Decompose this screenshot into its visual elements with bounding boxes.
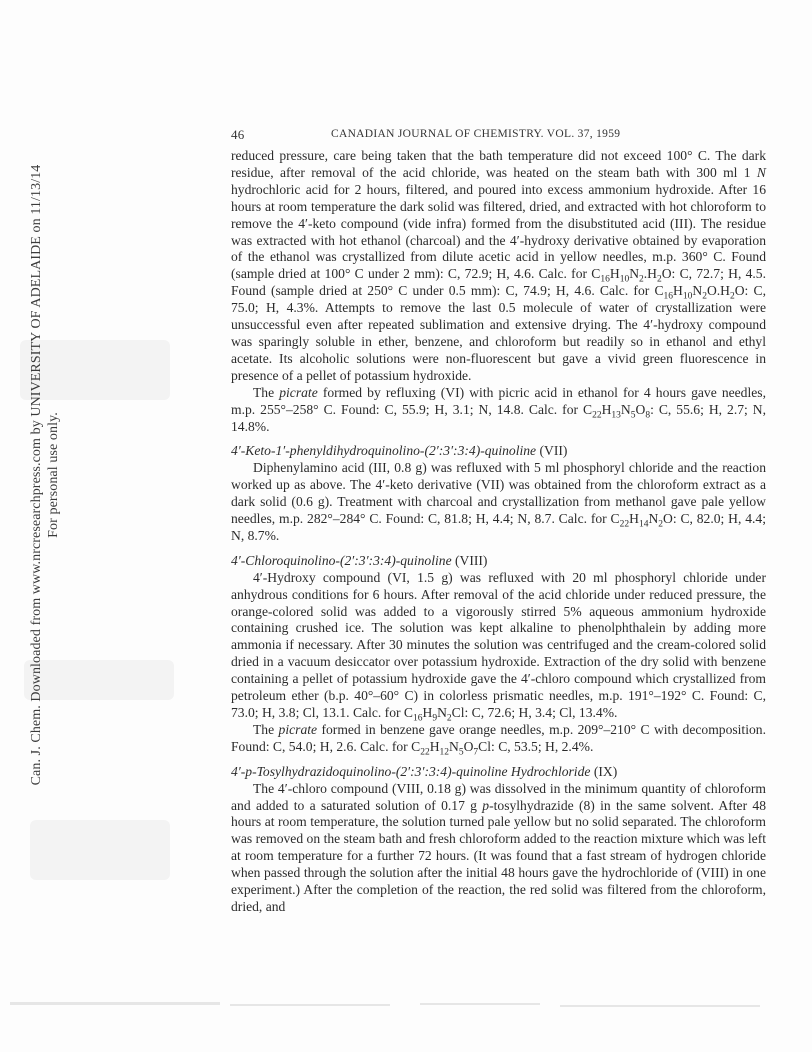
section-heading-viii: 4′-Chloroquinolino-(2′:3′:3:4)-quinoline (VIII): [231, 552, 488, 568]
paragraph-chloro-viii: 4′-Hydroxy compound (VI, 1.5 g) was refluxed with 20 ml phosphoryl chloride under anhydrous conditions for 6 hours. After removal of the acid chloride under reduced pressure, the orange-colored solid was added to a vigorously stirred 5% aqueous ammonium hydroxide containing crushed ice. The solution was kept alkaline to phenolphthalein by adding more ammonia if necessary. After 30 minutes the solution was centrifuged and the cream-colored solid dried in a vacuum desiccator over potassium hydroxide. Extraction of the dry solid with benzene containing a pellet of potassium hydroxide gave the 4′-chloro compound which crystallized from petroleum ether (b.p. 40°–60° C) in colorless prismatic needles, m.p. 191°–192° C. Found: C, 73.0; H, 3.8; Cl, 13.1. Calc. for $C_{16}H_9N_2Cl$: C, 72.6; H, 3.4; Cl, 13.4%.: [231, 569, 766, 724]
download-notice: [28, 150, 62, 800]
page-number: 46: [231, 127, 245, 142]
journal-title: CANADIAN JOURNAL OF CHEMISTRY. VOL. 37, 1959: [331, 128, 621, 140]
scan-smudge: [30, 820, 170, 880]
paragraph-tosylhydrazido-ix: The 4′-chloro compound (VIII, 0.18 g) was dissolved in the minimum quantity of chloroform and added to a saturated solution of 0.17 g p-tosylhydrazide (8) in the same solvent. After 48 hours at room temperature, the solution turned pale yellow but no solid separated. The chloroform was removed on the steam bath and fresh chloroform added to the reaction mixture which was left at room temperature for a further 72 hours. (It was found that a fast stream of hydrogen chloride when passed through the solution after the initial 48 hours gave the hydrochloride of (VIII) in one experiment.) After the completion of the reaction, the red solid was filtered from the chloroform, dried, and: [231, 780, 766, 914]
paragraph-keto-vii: Diphenylamino acid (III, 0.8 g) was refluxed with 5 ml phosphoryl chloride and the reaction worked up as above. The 4′-keto derivative (VII) was obtained from the chloroform extract as a dark solid (0.6 g). Treatment with charcoal and crystallization from methanol gave pale yellow needles, m.p. 282°–284° C. Found: C, 81.8; H, 4.4; N, 8.7. Calc. for $C_{22}H_{14}N_2O$: C, 82.0; H, 4.4; N, 8.7%.: [231, 460, 767, 543]
section-heading-vii: 4′-Keto-1′-phenyldihydroquinolino-(2′:3′:3:4)-quinoline (VII): [231, 443, 568, 459]
section-heading-ix: 4′-p-Tosylhydrazidoquinolino-(2′:3′:3:4)-quinoline Hydrochloride (IX): [231, 763, 618, 779]
article-body: [231, 148, 766, 916]
paragraph-picrate-viii: The picrate formed in benzene gave orange needles, m.p. 209°–210° C with decomposition. Found: C, 54.0; H, 2.6. Calc. for $C_{22}H_{12}N_5O_7Cl$: C, 53.5; H, 2.4%.: [231, 721, 766, 758]
running-header: [231, 127, 766, 143]
download-notice-line2: For personal use only.: [46, 412, 61, 538]
scan-noise-footer: [0, 992, 812, 1022]
download-notice-line1: Can. J. Chem. Downloaded from www.nrcresearchpress.com by UNIVERSITY OF ADELAIDE on 11/13/14: [29, 164, 44, 786]
paragraph-hydroxy-derivative: reduced pressure, care being taken that the bath temperature did not exceed 100° C. The dark residue, after removal of the acid chloride, was heated on the steam bath with 300 ml 1 N hydrochloric acid for 2 hours, filtered, and poured into excess ammonium hydroxide. After 16 hours at room temperature the dark solid was filtered, dried, and extracted with hot chloroform to remove the 4′-keto compound (vide infra) formed from the disubstituted acid (III). The residue was extracted with hot ethanol (charcoal) and the 4′-hydroxy derivative obtained by evaporation of the ethanol was crystallized from dilute acetic acid in yellow needles, m.p. 360° C. Found (sample dried at 100° C under 2 mm): C, 72.9; H, 4.6. Calc. for $C_{16}H_{10}N_2.H_2O$: C, 72.7; H, 4.5. Found (sample dried at 250° C under 0.5 mm): C, 74.9; H, 4.6. Calc. for $C_{16}H_{10}N_2O.H_2O$: C, 75.0; H, 4.3%. Attempts to remove the last 0.5 molecule of water of crystallization were unsuccessful even after repeated sublimation and extensive drying. The 4′-hydroxy compound was sparingly soluble in ether, benzene, and chloroform but readily so in ethanol and ethyl acetate. Its alcoholic solutions were non-fluorescent but gave a vivid green fluorescence in presence of a pellet of potassium hydroxide.: [231, 148, 767, 383]
paragraph-picrate-vi: The picrate formed by refluxing (VI) with picric acid in ethanol for 4 hours gave needles, m.p. 255°–258° C. Found: C, 55.9; H, 3.1; N, 14.8. Calc. for $C_{22}H_{13}N_5O_8$: C, 55.6; H, 2.7; N, 14.8%.: [231, 384, 766, 434]
